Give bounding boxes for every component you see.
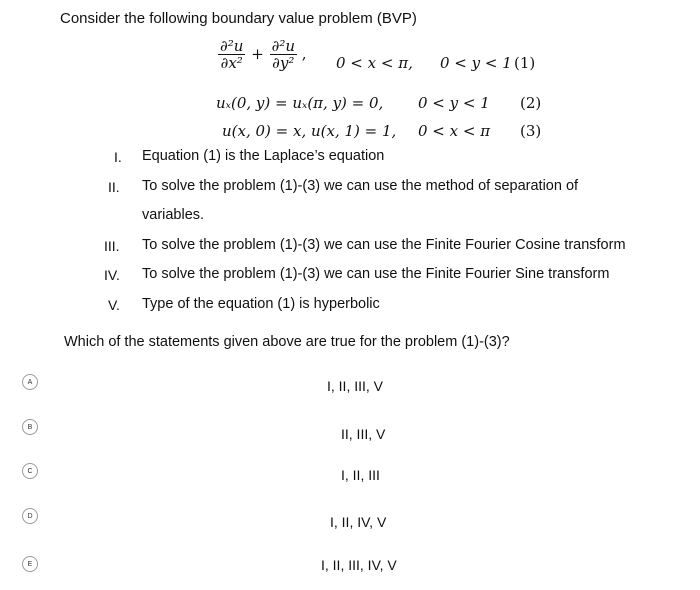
fraction-d2u-dx2	[218, 38, 245, 71]
statement-numeral-1: I.	[114, 149, 122, 165]
statement-text-4: To solve the problem (1)-(3) we can use the Finite Fourier Sine transform	[142, 266, 610, 282]
equation-3-domain: 0 < x < π	[418, 122, 491, 140]
fraction-numerator: ∂²u	[220, 37, 244, 55]
statement-text-3: To solve the problem (1)-(3) we can use the Finite Fourier Cosine transform	[142, 237, 626, 253]
question-text: Which of the statements given above are true for the problem (1)-(3)?	[64, 334, 510, 350]
equation-2-domain: 0 < y < 1	[418, 94, 490, 112]
question-title: Consider the following boundary value problem (BVP)	[60, 10, 417, 27]
option-b-text[interactable]: II, III, V	[341, 426, 386, 442]
option-d-radio[interactable]: D	[22, 508, 38, 524]
option-e-radio[interactable]: E	[22, 556, 38, 572]
option-a-radio[interactable]: A	[22, 374, 38, 390]
fraction-numerator: ∂²u	[271, 37, 296, 55]
statement-text-1: Equation (1) is the Laplace’s equation	[142, 148, 385, 164]
statement-numeral-2: II.	[108, 179, 120, 195]
option-a-text[interactable]: I, II, III, V	[327, 378, 384, 394]
equation-1	[218, 38, 307, 71]
statement-text-2-continued: variables.	[142, 207, 205, 223]
equation-1-domain-y: 0 < y < 1	[440, 54, 512, 72]
fraction-denominator: ∂x²	[220, 54, 243, 72]
equation-1-number: (1)	[514, 54, 536, 72]
option-b-radio[interactable]: B	[22, 419, 38, 435]
fraction-denominator: ∂y²	[272, 54, 295, 72]
equation-2-number: (2)	[520, 94, 542, 112]
option-c-text[interactable]: I, II, III	[341, 467, 380, 483]
option-d-text[interactable]: I, II, IV, V	[330, 514, 387, 530]
equation-2: uₓ(0, y) = uₓ(π, y) = 0,	[216, 94, 384, 112]
equation-3-number: (3)	[520, 122, 542, 140]
equation-1-domain-x: 0 < x < π,	[336, 54, 413, 72]
statement-numeral-3: III.	[104, 238, 120, 254]
option-c-radio[interactable]: C	[22, 463, 38, 479]
equation-comma: ,	[301, 44, 307, 63]
option-e-text[interactable]: I, II, III, IV, V	[321, 557, 397, 573]
statement-text-5: Type of the equation (1) is hyperbolic	[142, 296, 380, 312]
plus-sign: +	[251, 44, 264, 63]
statement-numeral-5: V.	[108, 297, 120, 313]
statement-text-2: To solve the problem (1)-(3) we can use the method of separation of	[142, 178, 579, 194]
equation-3: u(x, 0) = x, u(x, 1) = 1,	[222, 122, 397, 140]
statement-numeral-4: IV.	[104, 267, 120, 283]
fraction-d2u-dy2	[270, 38, 297, 71]
